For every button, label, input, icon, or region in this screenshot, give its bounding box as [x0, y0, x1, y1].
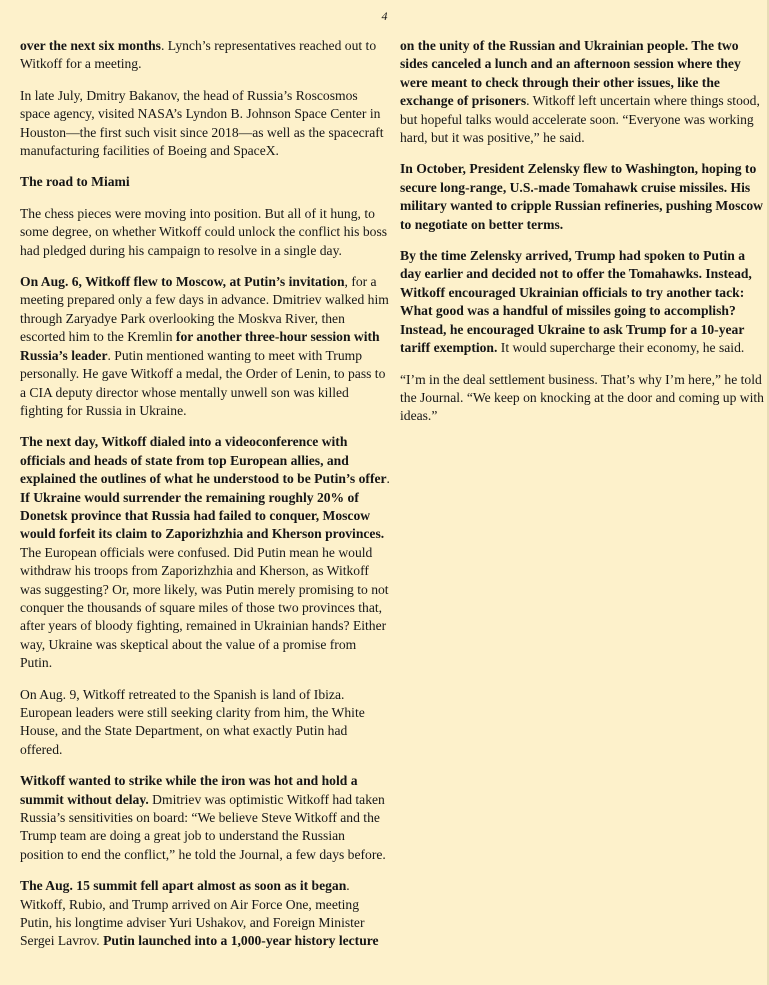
right-column — [400, 37, 768, 439]
article-paragraph — [20, 433, 390, 672]
text-span: , for a meeting prepared only a few days in advance. Dmitriev walked him through Zaryadye Park overlooking the Moskva River, then escorted him to the Kremlin — [20, 274, 389, 345]
section-heading — [20, 173, 390, 191]
article-paragraph — [400, 37, 768, 147]
article-paragraph — [20, 877, 390, 951]
page-number: 4 — [381, 9, 388, 23]
bold-text: on the unity of the Russian and Ukrainian people. The two sides canceled a lunch and an afternoon session where they were meant to check through their other issues, like the exchange of prisoners — [400, 38, 741, 109]
bold-text: The next day, Witkoff dialed into a videoconference with officials and heads of state from top European allies, and explained the outlines of what he understood to be Putin’s offer — [20, 434, 387, 487]
text-span: Dmitriev was optimistic Witkoff had taken Russia’s sensitivities on board: “We believe Steve Witkoff and the Trump team are doing a great job to understand the Russian position to end the conflict,” he told the Journal, a few days before. — [20, 791, 386, 862]
bold-text: By the time Zelensky arrived, Trump had spoken to Putin a day earlier and decided not to offer the Tomahawks. Instead, Witkoff encouraged Ukrainian officials to try another tack: What good was a handful of missiles going to accomplish? Instead, he encouraged Ukraine to ask Trump for a 10-year tariff exemption. — [400, 248, 752, 356]
article-paragraph — [20, 37, 390, 74]
article-paragraph — [20, 772, 390, 864]
article-paragraph — [400, 160, 768, 234]
left-column — [20, 37, 390, 964]
bold-text: The road to Miami — [20, 174, 130, 190]
article-paragraph — [20, 273, 390, 420]
article-paragraph — [20, 205, 390, 260]
article-paragraph — [20, 686, 390, 760]
text-span: . Lynch’s representatives reached out to Witkoff for a meeting. — [20, 38, 377, 72]
article-paragraph — [400, 371, 768, 426]
text-span: The European officials were confused. Did Putin mean he would withdraw his troops from Zaporizhzhia and Kherson, as Witkoff was suggesting? Or, more likely, was Putin merely promising to not conquer the thousands of square miles of those two provinces that, after years of bloody fighting, remained in Ukrainian hands? Either way, Ukraine was skeptical about the value of a promise from Putin. — [20, 544, 389, 671]
bold-text: Witkoff wanted to strike while the iron was hot and hold a summit without delay. — [20, 773, 358, 807]
bold-text: for another three-hour session with Russia’s leader — [20, 329, 380, 363]
article-paragraph — [20, 87, 390, 161]
text-span: . Witkoff left uncertain where things stood, but hopeful talks would accelerate soon. “Everyone was working hard, but it was positive,” he said. — [400, 93, 760, 146]
text-span: . Witkoff, Rubio, and Trump arrived on Air Force One, meeting Putin, his longtime adviser Yuri Ushakov, and Foreign Minister Sergei Lavrov. — [20, 878, 365, 949]
bold-text: In October, President Zelensky flew to Washington, hoping to secure long-range, U.S.-made Tomahawk cruise missiles. His military wanted to cripple Russian refineries, pushing Moscow to negotiate on better terms. — [400, 161, 764, 232]
bold-text: over the next six months — [20, 38, 161, 53]
bold-text: The Aug. 15 summit fell apart almost as soon as it began — [20, 878, 347, 894]
text-span: It would supercharge their economy, he said. — [497, 340, 745, 356]
text-span: The chess pieces were moving into position. But all of it hung, to some degree, on whether Witkoff could unlock the conflict his boss had pledged during his campaign to resolve in a single day. — [20, 205, 388, 258]
text-span: On Aug. 9, Witkoff retreated to the Spanish is land of Ibiza. European leaders were still seeking clarity from him, the White House, and the State Department, on what exactly Putin had offered. — [20, 686, 365, 757]
text-span: . Putin mentioned wanting to meet with Trump personally. He gave Witkoff a medal, the Order of Lenin, to pass to a CIA deputy director whose mentally unwell son was killed fighting for Russia in Ukraine. — [20, 347, 386, 418]
bold-text: If Ukraine would surrender the remaining roughly 20% of Donetsk province that Russia had failed to conquer, Moscow would forfeit its claim to Zaporizhzhia and Kherson provinces. — [20, 489, 385, 542]
text-span: . — [386, 471, 390, 487]
bold-text: On Aug. 6, Witkoff flew to Moscow, at Putin’s invitation — [20, 274, 345, 290]
text-span: “I’m in the deal settlement business. That’s why I’m here,” he told the Journal. “We keep on knocking at the door and coming up with ideas.” — [400, 371, 764, 424]
text-span: In late July, Dmitry Bakanov, the head of Russia’s Roscosmos space agency, visited NASA’s Lyndon B. Johnson Space Center in Houston—the first such visit since 2018—as well as the spacecraft manufacturing facilities of Boeing and SpaceX. — [20, 87, 384, 159]
bold-text: Putin launched into a 1,000-year history lecture — [103, 933, 379, 949]
article-paragraph — [400, 247, 768, 357]
